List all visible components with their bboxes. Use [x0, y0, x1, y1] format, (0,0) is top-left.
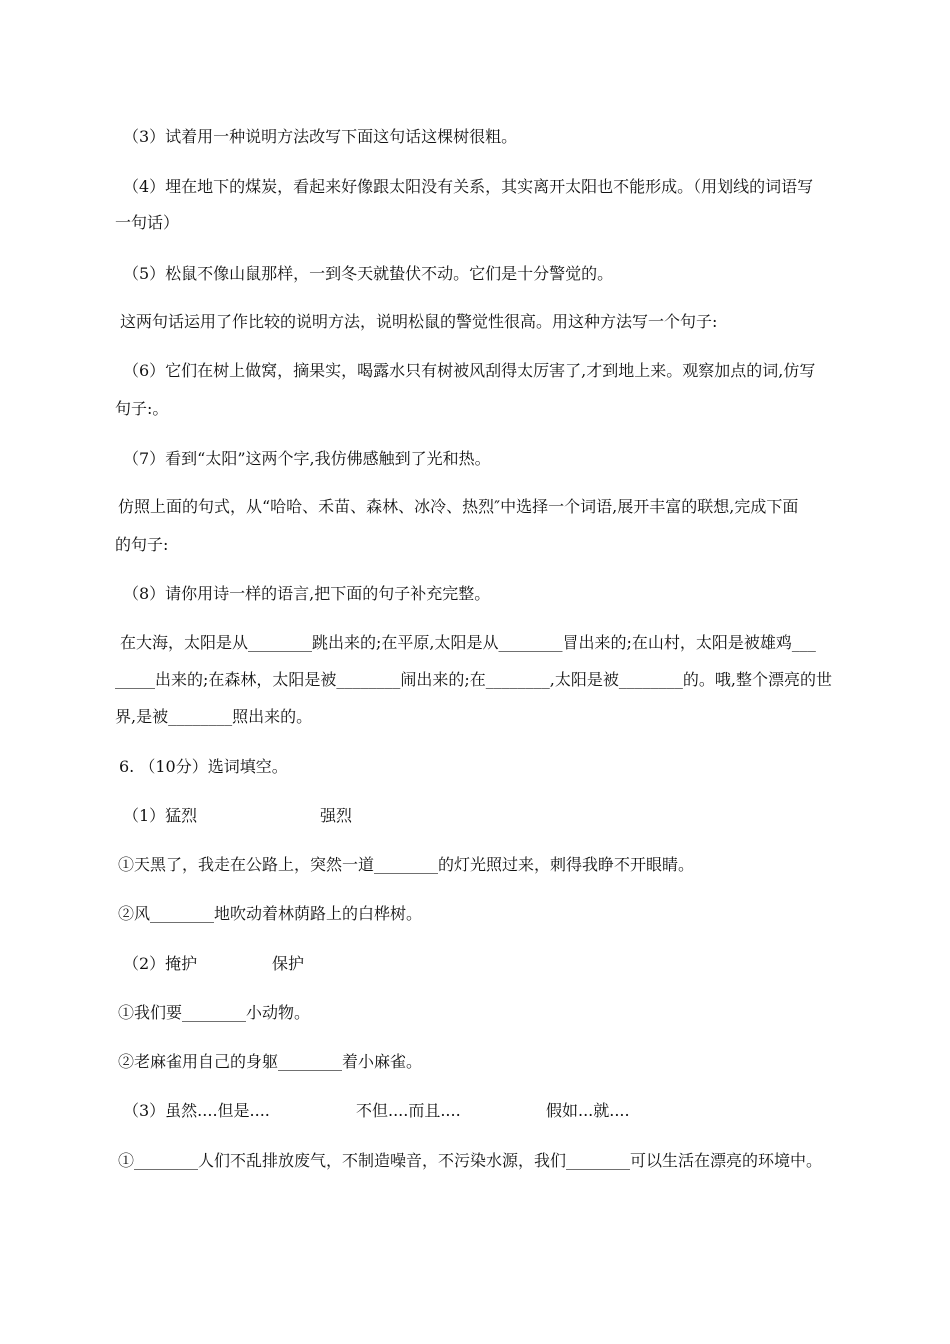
- section-6-2-sentence1: ①我们要________小动物。: [118, 1003, 311, 1022]
- section-6-3-label: （3）虽然....但是....: [123, 1101, 270, 1120]
- question-5-line1: （5）松鼠不像山鼠那样，一到冬天就蛰伏不动。它们是十分警觉的。: [123, 264, 614, 283]
- section-6-1-sentence1: ①天黑了，我走在公路上，突然一道________的灯光照过来，刺得我睁不开眼睛。: [118, 855, 695, 874]
- section-6-title: 6. （10分）选词填空。: [119, 757, 288, 776]
- question-8-line4: 界,是被________照出来的。: [115, 707, 313, 726]
- question-5-line2: 这两句话运用了作比较的说明方法，说明松鼠的警觉性很高。用这种方法写一个句子:: [120, 312, 718, 331]
- question-7-line3: 的句子:: [115, 535, 169, 554]
- question-4-line2: 一句话）: [115, 213, 180, 232]
- question-8-line2: 在大海，太阳是从________跳出来的;在平原,太阳是从________冒出来的;在山村，太阳是被雄鸡___: [120, 633, 816, 652]
- question-3: （3）试着用一种说明方法改写下面这句话这棵树很粗。: [123, 127, 518, 146]
- section-6-2-sentence2: ②老麻雀用自己的身躯________着小麻雀。: [118, 1052, 423, 1071]
- question-7-line2: 仿照上面的句式，从“哈哈、禾苗、森林、冰冷、热烈″中选择一个词语,展开丰富的联想,完成下面: [118, 497, 799, 516]
- question-7-line1: （7）看到“太阳”这两个字,我仿佛感触到了光和热。: [123, 449, 491, 468]
- section-6-2-option2: 保护: [272, 954, 305, 973]
- section-6-1-label: （1）猛烈: [123, 806, 198, 825]
- question-8-line1: （8）请你用诗一样的语言,把下面的句子补充完整。: [123, 584, 491, 603]
- section-6-1-option2: 强烈: [320, 806, 353, 825]
- section-6-3-sentence1: ①________人们不乱排放废气，不制造噪音，不污染水源，我们________可以生活在漂亮的环境中。: [118, 1151, 823, 1170]
- section-6-3-option2: 不但....而且....: [356, 1101, 461, 1120]
- question-8-line3: _____出来的;在森林，太阳是被________闹出来的;在________,太阳是被________的。哦,整个漂亮的世: [115, 670, 832, 689]
- question-6-line1: （6）它们在树上做窝，摘果实，喝露水只有树被风刮得太厉害了,才到地上来。观察加点的词,仿写: [123, 361, 816, 380]
- section-6-3-option3: 假如...就....: [546, 1101, 630, 1120]
- question-4-line1: （4）埋在地下的煤炭，看起来好像跟太阳没有关系，其实离开太阳也不能形成。（用划线的词语写: [123, 177, 814, 196]
- question-6-line2: 句子:。: [115, 399, 169, 418]
- section-6-2-label: （2）掩护: [123, 954, 198, 973]
- section-6-1-sentence2: ②风________地吹动着林荫路上的白桦树。: [118, 904, 423, 923]
